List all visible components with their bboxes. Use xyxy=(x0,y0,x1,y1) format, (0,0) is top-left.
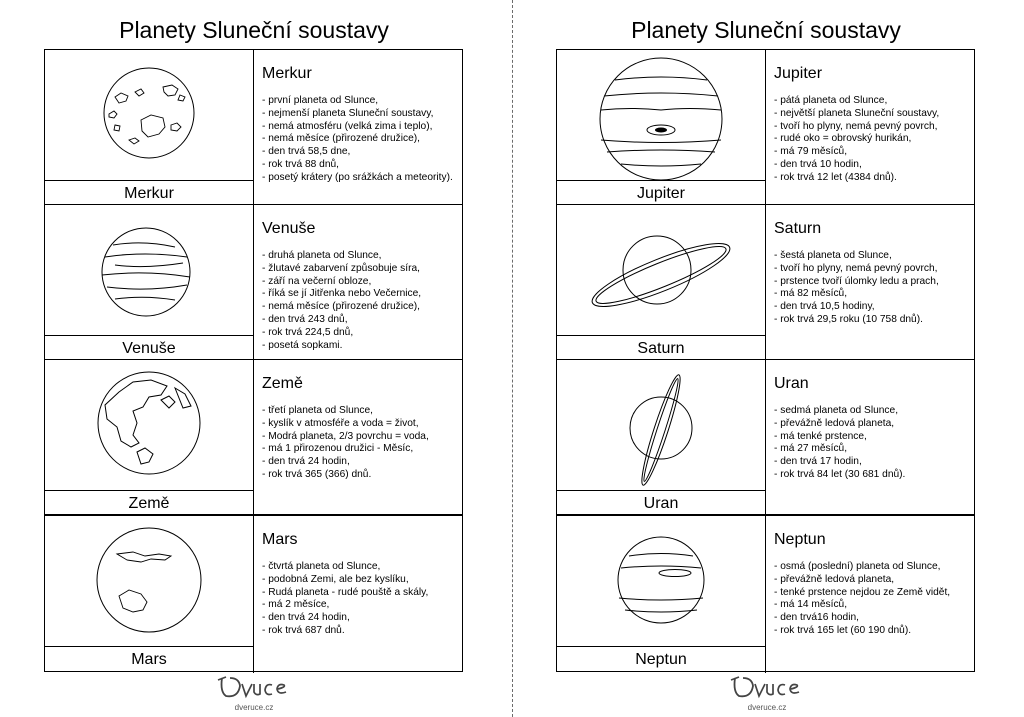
dveruce-logo-left xyxy=(214,672,294,716)
planet-sheet-right xyxy=(556,49,975,672)
planet-card-saturn xyxy=(556,204,975,360)
fact-item: - září na večerní obloze, xyxy=(262,275,372,287)
logo-url: dveruce.cz xyxy=(234,703,274,712)
planet-card-jupiter xyxy=(556,49,975,205)
fact-item: - šestá planeta od Slunce, xyxy=(774,250,892,261)
fact-item: - nejmenší planeta Sluneční soustavy, xyxy=(262,107,434,119)
merkur-illustration xyxy=(45,50,254,180)
fact-item: - kyslík v atmosféře a voda = život, xyxy=(262,417,419,429)
logo-url: dveruce.cz xyxy=(747,703,787,712)
fact-item: - sedmá planeta od Slunce, xyxy=(774,405,899,416)
planet-name-zeme: Země xyxy=(262,375,303,392)
planet-label-merkur: Merkur xyxy=(45,180,254,206)
fact-item: - druhá planeta od Slunce, xyxy=(262,250,382,261)
dveruce-logo-mark xyxy=(214,672,294,704)
fact-item: - osmá (poslední) planeta od Slunce, xyxy=(774,561,941,572)
facts-list-jupiter xyxy=(774,95,972,185)
facts-list-neptun xyxy=(774,561,972,638)
planet-card-merkur xyxy=(44,49,463,205)
planet-label-mars: Mars xyxy=(45,646,254,673)
fact-item: - nemá atmosféru (velká zima i teplo), xyxy=(262,120,433,132)
fact-item: - rok trvá 165 let (60 190 dnů). xyxy=(774,624,912,636)
fact-item: - pátá planeta od Slunce, xyxy=(774,95,888,106)
fact-item: - první planeta od Slunce, xyxy=(262,95,379,106)
fact-item: - má 2 měsíce, xyxy=(262,599,330,611)
fact-item: - den trvá 24 hodin, xyxy=(262,612,350,624)
dveruce-logo-right xyxy=(727,672,807,716)
zeme-illustration xyxy=(45,360,254,490)
facts-list-saturn xyxy=(774,250,972,327)
fact-item: - má 14 měsíců, xyxy=(774,599,848,611)
fact-item: - má 27 měsíců, xyxy=(774,443,848,455)
planet-card-venuse xyxy=(44,204,463,360)
planet-name-jupiter: Jupiter xyxy=(774,65,823,82)
planet-label-saturn: Saturn xyxy=(557,335,766,361)
saturn-illustration xyxy=(557,205,766,335)
fact-item: - podobná Zemi, ale bez kyslíku, xyxy=(262,573,409,585)
fact-item: - čtvrtá planeta od Slunce, xyxy=(262,561,381,572)
planet-name-uran: Uran xyxy=(774,375,809,392)
fact-item: - říká se jí Jitřenka nebo Večernice, xyxy=(262,288,422,300)
fact-item: - tvoří ho plyny, nemá pevný povrch, xyxy=(774,120,938,132)
fact-item: - má tenké prstence, xyxy=(774,430,867,442)
fact-item: - rudé oko = obrovský hurikán, xyxy=(774,133,912,145)
facts-list-merkur xyxy=(262,95,460,185)
facts-list-venuse xyxy=(262,250,460,352)
mars-illustration xyxy=(45,516,254,646)
fact-item: - den trvá 58,5 dne, xyxy=(262,146,351,158)
fact-item: - posetý krátery (po srážkách a meteority). xyxy=(262,171,453,183)
neptun-illustration xyxy=(557,516,766,646)
fact-item: - převážně ledová planeta, xyxy=(774,417,895,429)
fact-item: - rok trvá 29,5 roku (10 758 dnů). xyxy=(774,313,923,325)
planet-name-neptun: Neptun xyxy=(774,531,826,548)
fact-item: - rok trvá 12 let (4384 dnů). xyxy=(774,171,897,183)
planet-sheet-left xyxy=(44,49,463,672)
fact-item: - nemá měsíce (přirozené družice), xyxy=(262,301,420,313)
fact-item: - rok trvá 687 dnů. xyxy=(262,624,345,636)
planet-name-merkur: Merkur xyxy=(262,65,312,82)
page-title-left: Planety Sluneční soustavy xyxy=(119,17,389,43)
fact-item: - má 79 měsíců, xyxy=(774,146,848,158)
fact-item: - den trvá 10 hodin, xyxy=(774,158,862,170)
planet-label-jupiter: Jupiter xyxy=(557,180,766,206)
fact-item: - posetá sopkami. xyxy=(262,339,343,351)
fact-item: - má 82 měsíců, xyxy=(774,288,848,300)
planet-card-zeme xyxy=(44,359,463,515)
fact-item: - rok trvá 84 let (30 681 dnů). xyxy=(774,468,906,480)
fact-item: - žlutavé zabarvení způsobuje síra, xyxy=(262,262,420,274)
planet-label-uran: Uran xyxy=(557,490,766,516)
fact-item: - převážně ledová planeta, xyxy=(774,573,895,585)
fact-item: - třetí planeta od Slunce, xyxy=(262,405,373,416)
venuse-illustration xyxy=(45,205,254,335)
planet-label-neptun: Neptun xyxy=(557,646,766,673)
fact-item: - den trvá 17 hodin, xyxy=(774,456,862,468)
facts-list-uran xyxy=(774,405,972,482)
planet-name-venuse: Venuše xyxy=(262,220,316,237)
planet-name-saturn: Saturn xyxy=(774,220,822,237)
planet-label-zeme: Země xyxy=(45,490,254,516)
planet-card-uran xyxy=(556,359,975,515)
page-title-right: Planety Sluneční soustavy xyxy=(631,17,901,43)
planet-card-neptun xyxy=(556,515,975,672)
fact-item: - Modrá planeta, 2/3 povrchu = voda, xyxy=(262,430,429,442)
facts-list-zeme xyxy=(262,405,460,482)
fact-item: - má 1 přirozenou družici - Měsíc, xyxy=(262,443,414,455)
planet-label-venuse: Venuše xyxy=(45,335,254,361)
fact-item: - den trvá 10,5 hodiny, xyxy=(774,301,875,313)
facts-list-mars xyxy=(262,561,460,638)
cut-line-divider xyxy=(512,0,513,717)
uran-illustration xyxy=(557,360,766,490)
fact-item: - rok trvá 88 dnů, xyxy=(262,158,340,170)
fact-item: - tvoří ho plyny, nemá pevný povrch, xyxy=(774,262,938,274)
fact-item: - tenké prstence nejdou ze Země vidět, xyxy=(774,586,951,598)
fact-item: - Rudá planeta - rudé pouště a skály, xyxy=(262,586,429,598)
planet-name-mars: Mars xyxy=(262,531,298,548)
dveruce-logo-mark xyxy=(727,672,807,704)
fact-item: - rok trvá 365 (366) dnů. xyxy=(262,468,372,480)
fact-item: - den trvá16 hodin, xyxy=(774,612,859,624)
planet-card-mars xyxy=(44,515,463,672)
fact-item: - den trvá 243 dnů, xyxy=(262,313,348,325)
jupiter-illustration xyxy=(557,50,766,180)
fact-item: - prstence tvoří úlomky ledu a prach, xyxy=(774,275,939,287)
fact-item: - rok trvá 224,5 dnů, xyxy=(262,326,354,338)
fact-item: - nemá měsíce (přirozené družice), xyxy=(262,133,420,145)
fact-item: - den trvá 24 hodin, xyxy=(262,456,350,468)
fact-item: - největší planeta Sluneční soustavy, xyxy=(774,107,940,119)
